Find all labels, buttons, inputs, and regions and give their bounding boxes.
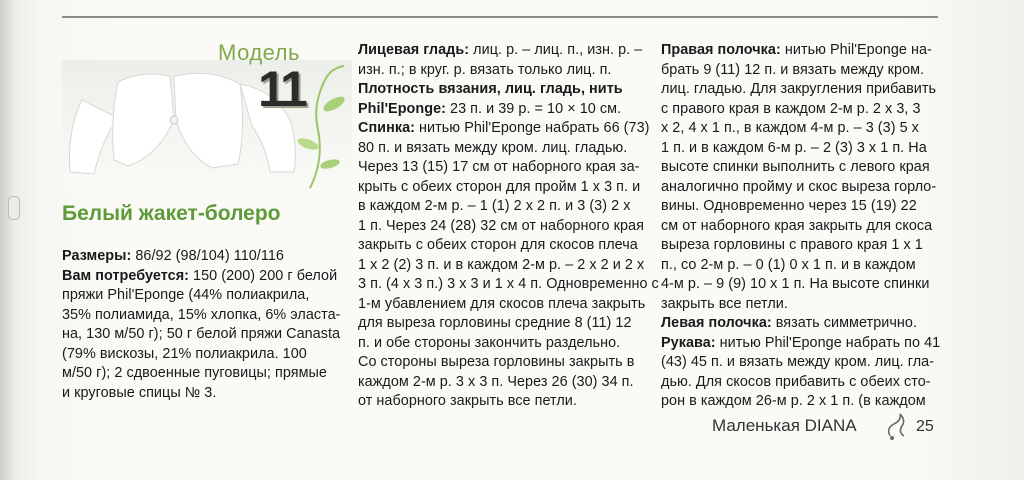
text-line	[358, 373, 643, 393]
text-line	[661, 314, 943, 334]
top-rule	[62, 16, 938, 18]
bolero-illustration	[62, 60, 352, 190]
text-line	[661, 119, 943, 139]
page-title: Белый жакет-болеро	[62, 202, 281, 225]
body-text: в каждом 2-м р. – 1 (1) 2 х 2 п. и 3 (3) 2 х	[358, 198, 631, 214]
text-line	[661, 392, 943, 412]
page-fold-shadow	[0, 0, 14, 480]
body-text: 3 п. (4 х 3 п.) 3 х 3 и 1 х 4 п. Одновременно с	[358, 276, 659, 292]
body-text: 1 п. Через 24 (28) 32 см от наборного края	[358, 217, 644, 234]
body-text: (79% вискозы, 21% полиакрила. 100	[62, 345, 307, 362]
body-text: каждом 2-м р. 3 х 3 п. Через 26 (30) 34 п.	[358, 373, 634, 390]
text-line	[661, 100, 943, 120]
body-text: на, 130 м/50 г); 50 г белой пряжи Canasta	[62, 326, 341, 342]
body-text: м/50 г); 2 сдвоенные пуговицы; прямые	[62, 365, 327, 381]
body-text: вязать симметрично.	[771, 315, 917, 331]
text-line	[358, 178, 643, 198]
model-label: Модель	[218, 40, 300, 65]
swirl-icon	[884, 410, 914, 442]
text-line	[661, 178, 943, 198]
text-line	[358, 275, 659, 295]
text-line	[358, 80, 643, 100]
text-line	[358, 392, 643, 412]
text-line	[661, 236, 943, 256]
body-text: рон в каждом 26-м р. 2 х 1 п. (в каждом	[661, 393, 926, 409]
text-line	[62, 306, 344, 326]
body-text: 150 (200) 200 г белой	[189, 267, 338, 284]
bold-heading: Вам потребуется:	[62, 267, 189, 284]
bold-heading: Левая полочка:	[661, 315, 772, 331]
text-line	[358, 314, 643, 334]
text-line	[62, 325, 344, 345]
body-text: и круговые спицы № 3.	[62, 384, 217, 401]
text-line	[62, 247, 344, 267]
text-line	[661, 334, 943, 354]
magazine-brand: Маленькая DIANA	[712, 416, 857, 435]
body-text: высоте спинки выполнить с левого края	[661, 159, 930, 175]
bold-heading: Спинка:	[358, 120, 415, 136]
body-text: 23 п. и 39 р. = 10 × 10 см.	[445, 100, 622, 117]
bold-heading: Плотность вязания, лиц. гладь, нить	[358, 81, 623, 97]
body-text: закрыть все петли.	[661, 295, 788, 312]
text-line	[62, 384, 344, 404]
page-number: 25	[916, 418, 934, 435]
body-text: 1-м убавлением для скосов плеча закрыть	[358, 295, 646, 312]
body-text: лиц. р. – лиц. п., изн. р. –	[469, 42, 643, 58]
body-text: п., со 2-м р. – 0 (1) 0 х 1 п. и в каждом	[661, 256, 916, 273]
text-line	[661, 256, 943, 276]
body-text: 80 п. и вязать между кром. лиц. гладью.	[358, 139, 628, 156]
text-line	[62, 286, 344, 306]
body-text: см от наборного края закрыть для скоса	[661, 217, 933, 234]
text-line	[661, 295, 943, 315]
text-line	[661, 373, 943, 393]
body-text: 1 х 2 (2) 3 п. и в каждом 2-м р. – 2 х 2 и 2 х	[358, 256, 645, 273]
body-text: (43) 45 п. и вязать между кром. лиц. гла-	[661, 354, 935, 370]
text-line	[358, 295, 646, 315]
garment-photo	[62, 60, 352, 190]
body-text: нитью Phil'Eponge набрать 66 (73)	[414, 120, 650, 136]
text-line	[358, 236, 643, 256]
body-text: аналогично пройму и скос выреза горло-	[661, 178, 937, 195]
body-text: выреза горловины с правого края 1 х 1	[661, 237, 923, 253]
bold-heading: Правая полочка:	[661, 42, 781, 58]
text-line	[358, 197, 643, 217]
text-line	[358, 119, 650, 139]
text-line	[661, 217, 943, 237]
body-text: 1 п. и в каждом 6-м р. – 2 (3) 3 х 1 п. На	[661, 139, 927, 156]
text-line	[661, 158, 943, 178]
body-text: дью. Для скосов прибавить с обеих сто-	[661, 373, 931, 390]
body-text: от наборного закрыть все петли.	[358, 393, 577, 409]
body-text: Через 13 (15) 17 см от наборного края за-	[358, 159, 640, 175]
body-text: с правого края в каждом 2-м р. 2 х 3, 3	[661, 100, 921, 117]
body-text: 4-м р. – 9 (9) 10 х 1 п. На высоте спинки	[661, 276, 930, 292]
body-text: 35% полиамида, 15% хлопка, 6% эласта-	[62, 306, 341, 323]
text-line	[661, 275, 943, 295]
text-line	[62, 267, 344, 287]
text-line	[358, 61, 643, 81]
body-text: Со стороны выреза горловины закрыть в	[358, 354, 635, 370]
body-text: для выреза горловины средние 8 (11) 12	[358, 315, 632, 331]
body-text: изн. п.; в круг. р. вязать только лиц. п.	[358, 61, 612, 78]
text-line	[661, 41, 943, 61]
text-line	[661, 61, 943, 81]
column-sizes-materials	[62, 247, 344, 403]
body-text: х 2, 4 х 1 п., в каждом 4-м р. – 3 (3) 5 х	[661, 120, 919, 136]
text-line	[358, 256, 643, 276]
text-line	[358, 353, 643, 373]
text-line	[358, 217, 643, 237]
body-text: брать 9 (11) 12 п. и вязать между кром.	[661, 61, 925, 78]
text-line	[661, 80, 943, 100]
text-line	[358, 139, 643, 159]
binding-mark	[8, 196, 20, 220]
text-line	[661, 197, 943, 217]
body-text: крыть с обеих сторон для пройм 1 х 3 п. и	[358, 178, 641, 195]
model-number: 11	[258, 61, 305, 117]
body-text: вины. Одновременно через 15 (19) 22	[661, 198, 917, 214]
text-line	[62, 364, 344, 384]
text-line	[358, 334, 643, 354]
body-text: закрыть с обеих сторон для скосов плеча	[358, 237, 638, 253]
bold-heading: Phil'Eponge:	[358, 100, 446, 117]
text-line	[62, 345, 344, 365]
text-line	[661, 139, 943, 159]
body-text: лиц. гладью. Для закругления прибавить	[661, 81, 937, 97]
text-line	[358, 100, 643, 120]
column-front-sleeve-instructions	[661, 41, 943, 412]
body-text: нитью Phil'Eponge набрать по 41	[715, 334, 941, 351]
body-text: 86/92 (98/104) 110/116	[131, 248, 284, 264]
text-line	[358, 158, 643, 178]
text-line	[661, 353, 943, 373]
text-line	[358, 41, 643, 61]
body-text: пряжи Phil'Eponge (44% полиакрила,	[62, 287, 310, 303]
body-text: п. и обе стороны закончить раздельно.	[358, 334, 621, 351]
body-text: нитью Phil'Eponge на-	[780, 42, 932, 58]
bold-heading: Рукава:	[661, 334, 716, 351]
bold-heading: Лицевая гладь:	[358, 42, 470, 58]
column-back-instructions	[358, 41, 659, 412]
bold-heading: Размеры:	[62, 248, 132, 264]
